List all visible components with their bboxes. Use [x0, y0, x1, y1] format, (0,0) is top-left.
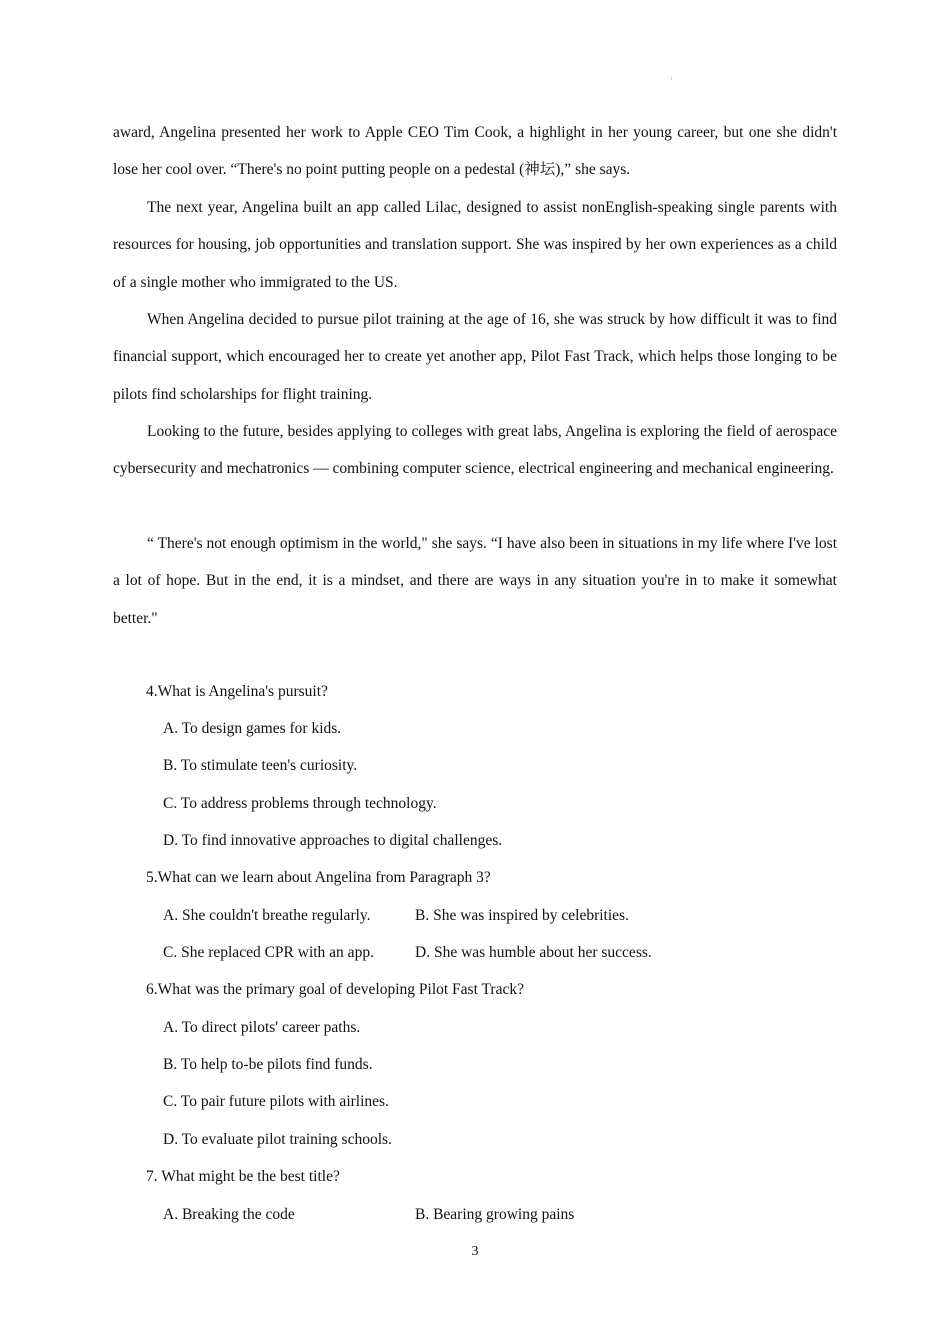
passage-paragraph-5: “ There's not enough optimism in the world," she says. “I have also been in situations in my life where I've lost a lot of hope. But in the end, it is a mindset, and there are ways in any situation you're in to make it somewhat better." [113, 535, 837, 627]
question-6-stem: 6.What was the primary goal of developing Pilot Fast Track? [146, 981, 524, 998]
question-4-option-b: B. To stimulate teen's curiosity. [163, 757, 358, 774]
question-7-option-a: A. Breaking the code [163, 1206, 295, 1223]
passage-paragraph-2: The next year, Angelina built an app called Lilac, designed to assist nonEnglish-speaking single parents with resources for housing, job opportunities and translation support. She was inspired by her own experiences as a child of a single mother who immigrated to the US. [113, 199, 837, 291]
question-7-option-b: B. Bearing growing pains [415, 1206, 575, 1223]
question-5-option-c: C. She replaced CPR with an app. [163, 944, 374, 961]
question-4-option-a: A. To design games for kids. [163, 720, 342, 737]
passage-paragraph-1: award, Angelina presented her work to Apple CEO Tim Cook, a highlight in her young career, but one she didn't lose her cool over. “There's no point putting people on a pedestal (神坛),” she says. [113, 124, 837, 179]
question-4-option-d: D. To find innovative approaches to digital challenges. [163, 832, 503, 849]
question-7-stem: 7. What might be the best title? [146, 1168, 340, 1185]
question-4-stem: 4.What is Angelina's pursuit? [146, 683, 328, 700]
question-5-option-a: A. She couldn't breathe regularly. [163, 907, 371, 924]
passage-paragraph-4: Looking to the future, besides applying to colleges with great labs, Angelina is exploring the field of aerospace cybersecurity and mechatronics — combining computer science, electrical engineering and mechanical engineering. [113, 423, 837, 478]
page-number: 3 [471, 1244, 479, 1259]
question-5-stem: 5.What can we learn about Angelina from Paragraph 3? [146, 869, 491, 886]
question-4-option-c: C. To address problems through technology. [163, 795, 437, 812]
question-6-option-a: A. To direct pilots' career paths. [163, 1019, 361, 1036]
question-6-option-b: B. To help to-be pilots find funds. [163, 1056, 373, 1073]
question-6-option-c: C. To pair future pilots with airlines. [163, 1093, 389, 1110]
question-5-option-b: B. She was inspired by celebrities. [415, 907, 629, 924]
passage-paragraph-3: When Angelina decided to pursue pilot training at the age of 16, she was struck by how difficult it was to find financial support, which encouraged her to create yet another app, Pilot Fast Track, which helps those longing to be pilots find scholarships for flight training. [113, 311, 837, 403]
header-mark: ' [671, 76, 673, 85]
question-6-option-d: D. To evaluate pilot training schools. [163, 1131, 392, 1148]
question-5-option-d: D. She was humble about her success. [415, 944, 652, 961]
